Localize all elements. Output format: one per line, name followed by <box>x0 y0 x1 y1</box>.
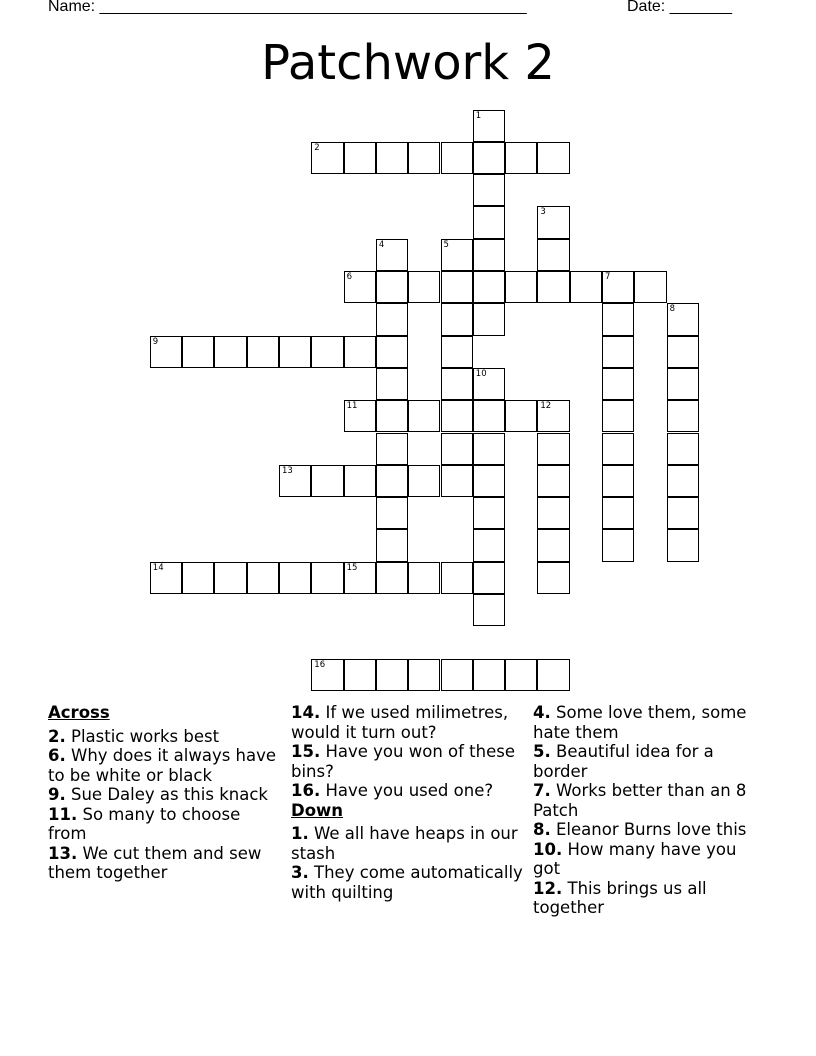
clue-across-9 <box>48 785 280 805</box>
grid-cell[interactable] <box>667 465 699 497</box>
grid-cell[interactable] <box>376 239 408 271</box>
clue-down-8 <box>533 820 765 840</box>
clue-number: 12. <box>533 878 563 898</box>
grid-cell[interactable] <box>441 303 473 335</box>
cell-number: 11 <box>346 401 358 412</box>
grid-cell[interactable] <box>537 433 569 465</box>
cell-number: 16 <box>314 659 326 670</box>
grid-cell[interactable] <box>537 142 569 174</box>
grid-cell[interactable] <box>441 142 473 174</box>
grid-cell[interactable] <box>473 142 505 174</box>
clue-number: 9. <box>48 785 66 804</box>
grid-cell[interactable] <box>602 529 634 561</box>
grid-cell[interactable] <box>570 271 602 303</box>
clue-text: Works better than an 8 Patch <box>533 781 747 820</box>
grid-cell[interactable] <box>376 433 408 465</box>
grid-cell[interactable] <box>441 336 473 368</box>
down-heading: Down <box>291 800 344 820</box>
grid-cell[interactable] <box>505 400 537 432</box>
grid-cell[interactable] <box>667 497 699 529</box>
grid-cell[interactable] <box>537 239 569 271</box>
cell-number: 3 <box>540 207 546 218</box>
clue-number: 6. <box>48 746 66 765</box>
cell-number: 14 <box>152 562 164 573</box>
grid-cell[interactable] <box>602 497 634 529</box>
grid-cell[interactable] <box>473 110 505 142</box>
clue-across-6 <box>48 746 280 785</box>
grid-cell[interactable] <box>150 336 182 368</box>
grid-cell[interactable] <box>667 368 699 400</box>
grid-cell[interactable] <box>214 562 246 594</box>
cell-number: 9 <box>152 336 159 347</box>
cell-number: 1 <box>475 110 482 121</box>
grid-cell[interactable] <box>214 336 246 368</box>
cell-number: 6 <box>346 272 353 282</box>
cell-number: 15 <box>346 562 358 573</box>
clue-down-3 <box>291 863 523 902</box>
clue-text: So many to choose from <box>48 804 241 843</box>
clue-number: 13. <box>48 843 78 863</box>
grid-cell[interactable] <box>344 562 376 594</box>
grid-cell[interactable] <box>473 594 505 626</box>
grid-cell[interactable] <box>344 336 376 368</box>
grid-cell[interactable] <box>602 271 634 303</box>
clue-number: 5. <box>533 742 551 761</box>
cell-number: 4 <box>378 239 385 250</box>
grid-cell[interactable] <box>537 497 569 529</box>
clue-across-16 <box>291 781 523 801</box>
grid-cell[interactable] <box>537 271 569 303</box>
grid-cell[interactable] <box>473 400 505 432</box>
clue-down-7 <box>533 781 765 820</box>
grid-cell[interactable] <box>344 465 376 497</box>
grid-cell[interactable] <box>537 562 569 594</box>
cell-number: 12 <box>540 401 552 412</box>
grid-cell[interactable] <box>473 433 505 465</box>
grid-cell[interactable] <box>311 142 343 174</box>
grid-cell[interactable] <box>376 303 408 335</box>
grid-cell[interactable] <box>667 400 699 432</box>
grid-cell[interactable] <box>667 529 699 561</box>
grid-cell[interactable] <box>473 465 505 497</box>
cell-number: 8 <box>669 304 676 315</box>
grid-cell[interactable] <box>473 497 505 529</box>
date-field-label: Date: _______ <box>627 0 732 15</box>
grid-cell[interactable] <box>376 400 408 432</box>
clue-text: Why does it always have to be white or black <box>48 746 277 785</box>
grid-cell[interactable] <box>473 529 505 561</box>
clue-down-1 <box>291 824 523 863</box>
cell-number: 5 <box>443 239 449 250</box>
clue-text: Some love them, some hate them <box>533 703 747 742</box>
grid-cell[interactable] <box>408 400 440 432</box>
clue-number: 15. <box>291 742 321 761</box>
grid-cell[interactable] <box>537 659 569 691</box>
grid-cell[interactable] <box>441 239 473 271</box>
grid-cell[interactable] <box>182 562 214 594</box>
clue-number: 1. <box>291 824 309 843</box>
grid-cell[interactable] <box>279 562 311 594</box>
grid-cell[interactable] <box>441 659 473 691</box>
grid-cell[interactable] <box>376 142 408 174</box>
grid-cell[interactable] <box>376 465 408 497</box>
clue-across-15 <box>291 742 523 781</box>
grid-cell[interactable] <box>473 239 505 271</box>
clue-column-3 <box>533 703 765 918</box>
grid-cell[interactable] <box>376 497 408 529</box>
clue-text: Beautiful idea for a border <box>533 742 714 781</box>
grid-cell[interactable] <box>602 368 634 400</box>
grid-cell[interactable] <box>473 271 505 303</box>
grid-cell[interactable] <box>441 400 473 432</box>
grid-cell[interactable] <box>667 433 699 465</box>
grid-cell[interactable] <box>537 465 569 497</box>
clue-down-10 <box>533 840 765 879</box>
grid-cell[interactable] <box>473 562 505 594</box>
grid-cell[interactable] <box>441 368 473 400</box>
page-title: Patchwork 2 <box>261 35 555 91</box>
clue-number: 14. <box>291 703 321 722</box>
clue-text: If we used milimetres, would it turn out? <box>291 703 509 742</box>
grid-cell[interactable] <box>279 465 311 497</box>
grid-cell[interactable] <box>344 400 376 432</box>
grid-cell[interactable] <box>634 271 666 303</box>
grid-cell[interactable] <box>602 433 634 465</box>
clue-text: We all have heaps in our stash <box>291 824 518 863</box>
clue-down-12 <box>533 879 765 918</box>
cell-number: 10 <box>475 368 487 379</box>
grid-cell[interactable] <box>667 303 699 335</box>
grid-cell[interactable] <box>473 368 505 400</box>
grid-cell[interactable] <box>344 659 376 691</box>
grid-cell[interactable] <box>376 659 408 691</box>
grid-cell[interactable] <box>279 336 311 368</box>
grid-cell[interactable] <box>408 465 440 497</box>
grid-cell[interactable] <box>602 336 634 368</box>
clue-number: 7. <box>533 781 551 800</box>
grid-cell[interactable] <box>408 142 440 174</box>
clue-text: Eleanor Burns love this <box>556 820 747 839</box>
cell-number: 13 <box>282 465 293 476</box>
grid-cell[interactable] <box>602 465 634 497</box>
grid-cell[interactable] <box>537 206 569 238</box>
grid-cell[interactable] <box>602 303 634 335</box>
grid-cell[interactable] <box>150 562 182 594</box>
clue-text: Plastic works best <box>71 726 220 746</box>
grid-cell[interactable] <box>441 562 473 594</box>
clue-text: How many have you got <box>533 839 737 878</box>
grid-cell[interactable] <box>408 271 440 303</box>
clue-column-2 <box>291 703 523 902</box>
clue-across-13 <box>48 844 280 883</box>
cell-number: 2 <box>314 142 320 153</box>
grid-cell[interactable] <box>408 659 440 691</box>
clue-across-14 <box>291 703 523 742</box>
clue-text: Sue Daley as this knack <box>71 785 268 804</box>
clue-number: 2. <box>48 726 66 746</box>
grid-cell[interactable] <box>376 368 408 400</box>
clue-number: 8. <box>533 820 551 839</box>
grid-cell[interactable] <box>247 336 279 368</box>
grid-cell[interactable] <box>441 433 473 465</box>
cell-number: 7 <box>605 272 611 282</box>
clue-number: 4. <box>533 703 551 722</box>
grid-cell[interactable] <box>182 336 214 368</box>
grid-cell[interactable] <box>505 271 537 303</box>
clue-number: 3. <box>291 863 309 882</box>
grid-cell[interactable] <box>344 142 376 174</box>
clue-number: 10. <box>533 839 563 859</box>
grid-cell[interactable] <box>376 336 408 368</box>
grid-cell[interactable] <box>473 174 505 206</box>
grid-cell[interactable] <box>311 562 343 594</box>
grid-cell[interactable] <box>408 562 440 594</box>
name-field-label: Name: ________________________________________________ <box>48 0 527 15</box>
clue-across-2 <box>48 727 280 747</box>
grid-cell[interactable] <box>344 271 376 303</box>
grid-cell[interactable] <box>505 659 537 691</box>
clue-text: This brings us all together <box>533 878 707 917</box>
across-heading: Across <box>48 703 110 722</box>
clue-text: Have you won of these bins? <box>291 742 515 781</box>
grid-cell[interactable] <box>441 465 473 497</box>
clue-text: They come automatically with quilting <box>291 863 523 902</box>
grid-cell[interactable] <box>602 400 634 432</box>
clue-text: Have you used one? <box>325 781 494 800</box>
grid-cell[interactable] <box>473 303 505 335</box>
grid-cell[interactable] <box>537 529 569 561</box>
grid-cell[interactable] <box>311 659 343 691</box>
clue-number: 16. <box>291 781 321 800</box>
clue-text: We cut them and sew them together <box>48 843 262 882</box>
grid-cell[interactable] <box>376 562 408 594</box>
grid-cell[interactable] <box>311 465 343 497</box>
grid-cell[interactable] <box>247 562 279 594</box>
grid-cell[interactable] <box>376 271 408 303</box>
clue-down-5 <box>533 742 765 781</box>
clue-number: 11. <box>48 804 78 824</box>
clue-down-4 <box>533 703 765 742</box>
grid-cell[interactable] <box>311 336 343 368</box>
grid-cell[interactable] <box>376 529 408 561</box>
grid-cell[interactable] <box>473 659 505 691</box>
grid-cell[interactable] <box>667 336 699 368</box>
grid-cell[interactable] <box>473 206 505 238</box>
clue-across-11 <box>48 805 280 844</box>
grid-cell[interactable] <box>537 400 569 432</box>
grid-cell[interactable] <box>505 142 537 174</box>
clue-column-1 <box>48 703 280 883</box>
grid-cell[interactable] <box>441 271 473 303</box>
